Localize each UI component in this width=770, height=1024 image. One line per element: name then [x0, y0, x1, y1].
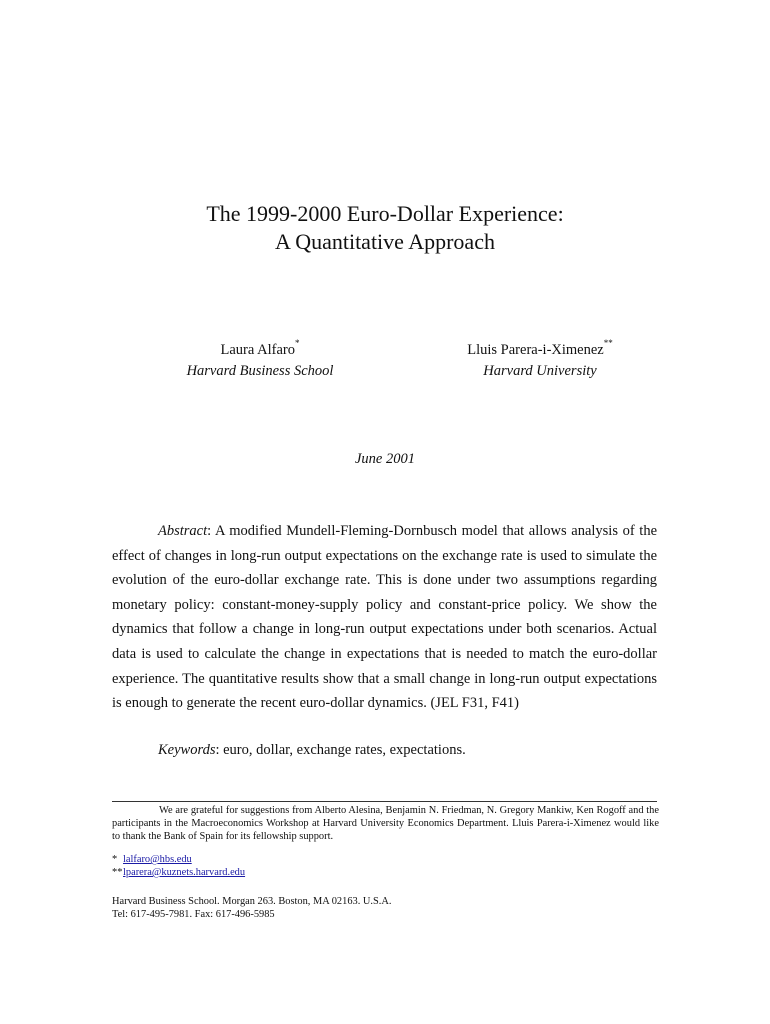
keywords-text: : euro, dollar, exchange rates, expectations.	[215, 742, 466, 758]
email-footnote-1	[112, 853, 659, 866]
author-footnote-mark: **	[603, 338, 613, 348]
abstract-label: Abstract	[158, 523, 208, 539]
author-affiliation: Harvard Business School	[186, 363, 334, 379]
footnote-marker: **	[112, 867, 123, 878]
title-line-2: A Quantitative Approach	[275, 229, 495, 254]
paper-title	[0, 200, 770, 256]
footnotes	[112, 804, 659, 921]
footnote-marker: *	[112, 854, 118, 865]
phone-fax-line: Tel: 617-495-7981. Fax: 617-496-5985	[112, 909, 275, 920]
author-block-2	[430, 340, 650, 382]
abstract-paragraph	[112, 519, 657, 716]
email-link-parera[interactable]: lparera@kuznets.harvard.edu	[123, 867, 246, 878]
publication-date: June 2001	[355, 451, 415, 467]
author-name: Laura Alfaro*	[220, 338, 300, 358]
author-block-1	[160, 340, 360, 382]
email-link-alfaro[interactable]: lalfaro@hbs.edu	[123, 854, 192, 865]
footnote-divider	[112, 801, 657, 802]
author-affiliation: Harvard University	[483, 363, 597, 379]
title-line-1: The 1999-2000 Euro-Dollar Experience:	[206, 201, 564, 226]
keywords-line	[158, 740, 658, 760]
abstract-text: : A modified Mundell-Fleming-Dornbusch model that allows analysis of the effect of changes in long-run output expectations on the exchange rate is used to simulate the evolution of the euro-dollar exchange rate. This is done under two assumptions regarding monetary policy: constant-money-supply policy and constant-price policy. We show the dynamics that follow a change in long-run output expectations under both scenarios. Actual data is used to calculate the change in expectations that is needed to match the euro-dollar experience. The quantitative results show that a small change in long-run output expectations is enough to generate the recent euro-dollar dynamics. (JEL F31, F41)	[112, 523, 657, 712]
acknowledgement-footnote: We are grateful for suggestions from Alberto Alesina, Benjamin N. Friedman, N. Gregory Mankiw, Ken Rogoff and the participants in the Macroeconomics Workshop at Harvard University Economics Department. Lluis Parera-i-Ximenez would like to thank the Bank of Spain for its fellowship support.	[112, 805, 659, 842]
address-line: Harvard Business School. Morgan 263. Boston, MA 02163. U.S.A.	[112, 896, 392, 907]
keywords-label: Keywords	[158, 742, 216, 758]
email-footnote-2	[112, 866, 659, 879]
author-footnote-mark: *	[294, 338, 300, 348]
email-footnotes	[112, 853, 659, 879]
contact-address	[112, 895, 659, 921]
author-name: Lluis Parera-i-Ximenez**	[467, 338, 613, 358]
